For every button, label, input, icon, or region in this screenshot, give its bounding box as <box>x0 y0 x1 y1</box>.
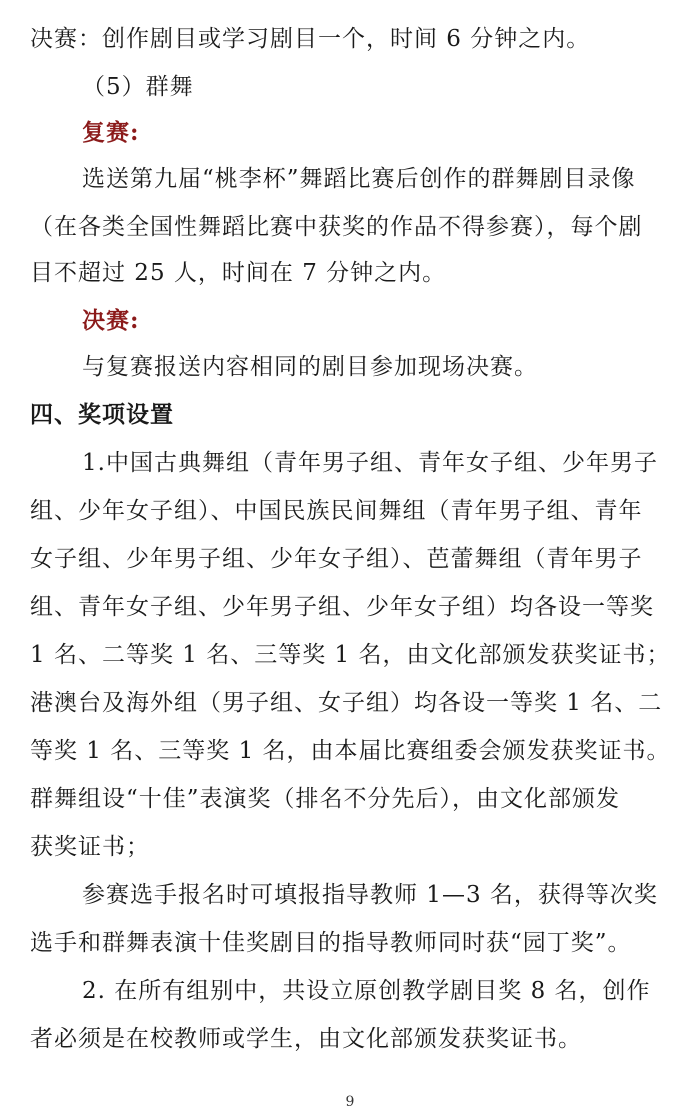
text-line: 组、青年女子组、少年男子组、少年女子组）均各设一等奖 <box>30 594 654 620</box>
text-line: 1 名、二等奖 1 名、三等奖 1 名，由文化部颁发获奖证书； <box>30 642 671 668</box>
text-line: （在各类全国性舞蹈比赛中获奖的作品不得参赛），每个剧 <box>30 214 643 240</box>
text-line: 组、少年女子组）、中国民族民间舞组（青年男子组、青年 <box>30 498 643 524</box>
round-heading-semifinal: 复赛: <box>82 119 140 146</box>
text-line: 1.中国古典舞组（青年男子组、青年女子组、少年男子 <box>82 450 658 476</box>
text-line: 港澳台及海外组（男子组、女子组）均各设一等奖 1 名、二 <box>30 690 663 716</box>
subsection-heading: （5）群舞 <box>82 74 194 100</box>
text-line: 女子组、少年男子组、少年女子组）、芭蕾舞组（青年男子 <box>30 546 643 572</box>
text-line: 参赛选手报名时可填报指导教师 1—3 名，获得等次奖 <box>82 882 658 908</box>
page-number: 9 <box>345 1094 355 1110</box>
round-heading-final: 决赛: <box>82 307 140 334</box>
text-line: 决赛：创作剧目或学习剧目一个，时间 6 分钟之内。 <box>30 26 591 52</box>
text-line: 与复赛报送内容相同的剧目参加现场决赛。 <box>82 354 538 380</box>
text-line: 群舞组设“十佳”表演奖（排名不分先后），由文化部颁发 <box>30 786 621 812</box>
text-line: 等奖 1 名、三等奖 1 名，由本届比赛组委会颁发获奖证书。 <box>30 738 671 764</box>
text-line: 获奖证书； <box>30 834 150 860</box>
text-line: 者必须是在校教师或学生，由文化部颁发获奖证书。 <box>30 1026 582 1052</box>
text-line: 目不超过 25 人，时间在 7 分钟之内。 <box>30 260 447 286</box>
text-line: 选手和群舞表演十佳奖剧目的指导教师同时获“园丁奖”。 <box>30 930 632 956</box>
text-line: 2. 在所有组别中，共设立原创教学剧目奖 8 名，创作 <box>82 978 651 1004</box>
text-line: 选送第九届“桃李杯”舞蹈比赛后创作的群舞剧目录像 <box>82 166 636 192</box>
section-heading: 四、奖项设置 <box>30 401 174 428</box>
